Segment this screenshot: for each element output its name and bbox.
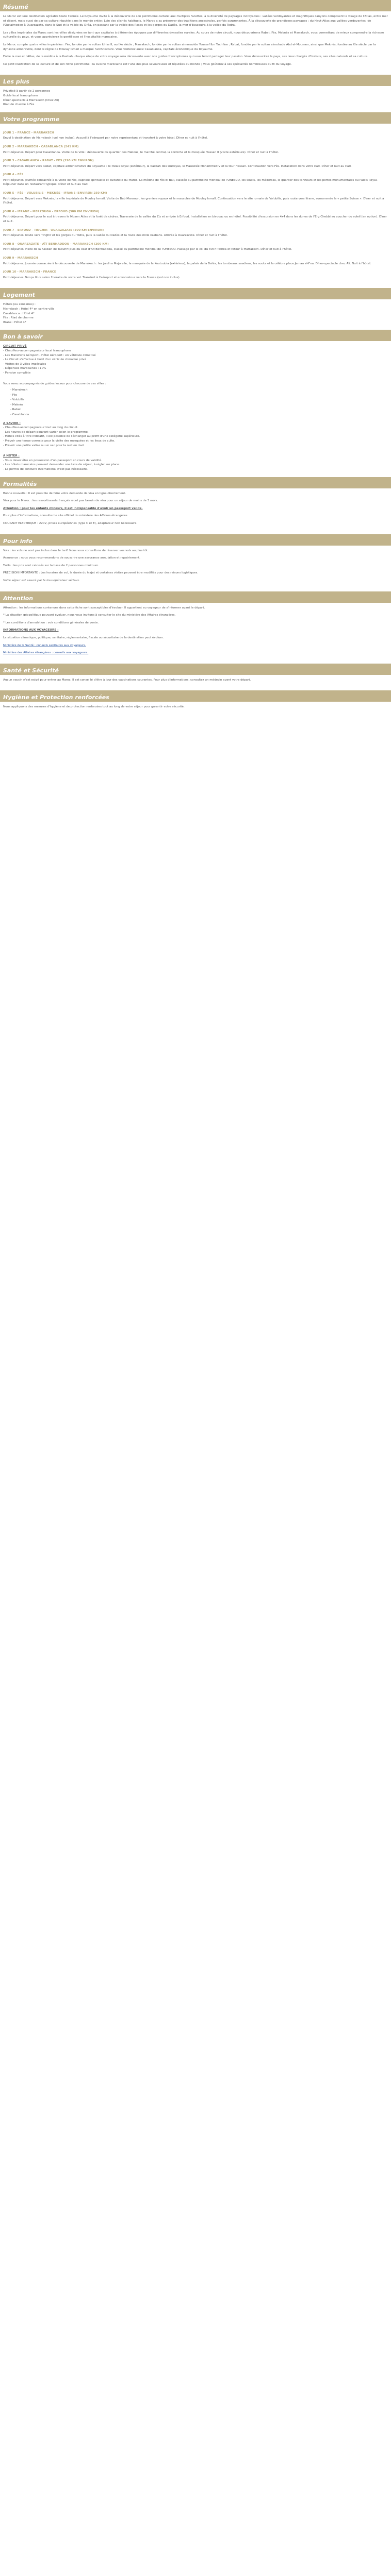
- section-bon-a-savoir: [0, 330, 391, 477]
- day-title: JOUR 10 - MARRAKECH - FRANCE: [3, 270, 56, 274]
- link[interactable]: Ministère de la Santé : conseils sanitaires aux voyageurs.: [3, 643, 86, 647]
- day-text: Petit déjeuner. Temps libre selon l'horaire de votre vol. Transfert à l'aéroport et envol retour vers la France (vol non inclus).: [3, 276, 181, 279]
- section-resume: [0, 0, 391, 75]
- paragraph: INFORMATIONS AUX VOYAGEURS :: [3, 629, 59, 632]
- day-block: [3, 242, 388, 252]
- paragraph: Votre séjour est assuré par le tour-opérateur sérieux.: [3, 579, 80, 582]
- day-title: JOUR 4 - FÈS: [3, 173, 24, 177]
- list-item: - Marrakech: [10, 388, 28, 392]
- line: - Vous devez être en possession d'un passeport en cours de validité.: [3, 459, 102, 462]
- line: - Chauffeur-accompagnateur local francophone: [3, 349, 72, 352]
- line: - Le permis de conduire international n'est pas nécessaire.: [3, 468, 88, 471]
- paragraph: * Les conditions d'annulation : voir conditions générales de vente.: [3, 621, 99, 624]
- line: - Prévoir une tenue correcte pour la visite des mosquées et les lieux de culte.: [3, 439, 116, 443]
- section-body: [0, 299, 391, 330]
- subheading: A NOTER :: [3, 454, 20, 458]
- day-text: Petit déjeuner. Route vers Tinghir et les gorges du Todra, puis la vallée du Dadès et la route des mille kasbahs. Arrivée à Ouarzazate. Dîner et nuit à l'hôtel.: [3, 234, 228, 238]
- day-title: JOUR 9 - MARRAKECH: [3, 257, 38, 260]
- paragraph: Le Maroc compte quatre villes impériales : Fès, fondée par le sultan Idriss II, au IXe siècle ; Marrakech, fondée par le sultan almoravide Youssef Ibn Tachfine ; Rabat, fondée par le sultan almohade Abd el-Moumen, ainsi que Meknès, fondée au XIe siècle par la dynastie almoravide, dont le règne de Moulay Ismaïl a marqué l'architecture. Vous visiterez aussi Casablanca, capitale économique du Royaume.: [3, 43, 376, 51]
- section-hygiene: [0, 690, 391, 718]
- line: Ifrane : Hôtel 4*: [3, 320, 26, 324]
- paragraph: Les villes impériales du Maroc sont les villes désignées en tant que capitales à différentes époques par différentes dynasties royales. Au cours de notre circuit, nous découvrirons Rabat, Fès, Meknès et Marrakech, vous permettant de mieux comprendre la richesse culturelle du pays, et vous apprécierez la gentillesse et l'hospitalité marocaine.: [3, 31, 384, 39]
- section-body: [0, 488, 391, 534]
- list-item: - Volubilis: [10, 398, 24, 402]
- section-title: Résumé: [0, 0, 391, 11]
- paragraph: COURANT ELECTRIQUE : 220V, prises européennes (type C et E), adaptateur non nécessaire.: [3, 521, 138, 525]
- paragraph: PRÉCISION IMPORTANTE : Les horaires de vol, la durée du trajet et certaines visites peuvent être modifiés pour des raisons logistiques.: [3, 571, 199, 575]
- line: - Dépenses marocaines : 10%: [3, 367, 46, 370]
- section-formalites: [0, 477, 391, 534]
- paragraph: Visa pour le Maroc : les ressortissants français n'ont pas besoin de visa pour un séjour de moins de 3 mois.: [3, 499, 158, 503]
- day-text: Petit déjeuner. Visite de la Kasbah de Taourirt puis du ksar d'Aït Benhaddou, classé au patrimoine mondial de l'UNESCO. Passage par le col du Tizi n'Tichka et retour à Marrakech. Dîner et nuit à l'hôtel.: [3, 248, 292, 251]
- section-title: Pour info: [0, 534, 391, 546]
- day-title: JOUR 6 - IFRANE - MERZOUGA - ERFOUD (380 KM ENVIRON): [3, 210, 100, 213]
- day-title: JOUR 3 - CASABLANCA - RABAT - FÈS (290 KM ENVIRON): [3, 159, 94, 163]
- section-title: Votre programme: [0, 112, 391, 124]
- list-item: - Rabat: [10, 408, 21, 412]
- section-body: [0, 702, 391, 718]
- paragraph: Tarifs : les prix sont calculés sur la base de 2 personnes minimum.: [3, 564, 100, 567]
- paragraph: Nous appliquons des mesures d'hygiène et de protection renforcées tout au long de votre séjour pour garantir votre sécurité.: [3, 705, 185, 709]
- day-title: JOUR 2 - MARRAKECH - CASABLANCA (241 KM): [3, 145, 79, 148]
- day-text: Petit déjeuner. Départ vers Meknès, la ville impériale de Moulay Ismaïl. Visite de Bab Mansour, les greniers royaux et le mausolée de Moulay Ismaïl. Continuation vers le site romain de Volubilis, puis route vers Ifrane, surnommée la « petite Suisse ». Dîner et nuit à l'hôtel.: [3, 197, 384, 205]
- section-title: Formalités: [0, 477, 391, 488]
- day-block: [3, 270, 388, 280]
- list-item: - Meknès: [10, 403, 24, 406]
- day-text: Petit déjeuner. Départ pour Casablanca. Visite de la ville : découverte du quartier des Habous, le marché central, la corniche et la mosquée Hassan II (visite extérieure). Dîner et nuit à l'hôtel.: [3, 150, 279, 154]
- section-title: Hygiène et Protection renforcées: [0, 690, 391, 702]
- section-title: Attention: [0, 591, 391, 603]
- day-block: [3, 145, 388, 155]
- line: - Prévoir une petite valise ou un sac pour la nuit en riad.: [3, 444, 85, 447]
- section-body: [0, 603, 391, 664]
- line: Marrakech : Hôtel 4* en centre-ville: [3, 307, 55, 311]
- line: - Le Circuit s'effectue à bord d'un véhicule climatisé privé: [3, 358, 87, 362]
- paragraph: Pour plus d'informations, consultez le site officiel du ministère des Affaires étrangères.: [3, 514, 128, 518]
- line: Casablanca : Hôtel 4*: [3, 312, 35, 315]
- list-item: Privatisé à partir de 2 personnes: [3, 90, 51, 93]
- list-item: - Casablanca: [10, 413, 29, 417]
- section-body: [0, 86, 391, 112]
- section-sante: [0, 664, 391, 691]
- paragraph: Le Maroc est une destination agréable toute l'année. Le Royaume invite à la découverte de son patrimoine culturel aux multiples facettes, à la diversité de paysages incroyables : vallées verdoyantes et magnifiques canyons composent le visage de l'Atlas, entre mer et désert, mais aussi de par sa culture réputée dans le monde entier. Loin des clichés habituels, le Maroc a su préserver des traditions ancestrales, parfois surprenantes. À la découverte de grandioses paysages : du Haut-Atlas aux vallées verdoyantes, de l'Oukaïmeden à Ouarzazate, dans le Sud et la vallée du Drâa, en passant par la vallée des Roses et les gorges du Dadès, la mer d'Essaouira à la vallée du Todra.: [3, 15, 388, 27]
- paragraph: La situation climatique, politique, sanitaire, réglementaire, fiscale ou sécuritaire de la destination peut évoluer.: [3, 636, 164, 639]
- paragraph: * La situation géopolitique pouvant évoluer, nous vous invitons à consulter le site du ministère des Affaires étrangères.: [3, 614, 176, 617]
- section-body: [0, 341, 391, 477]
- day-block: [3, 159, 388, 168]
- section-pour-info: [0, 534, 391, 591]
- day-block: [3, 210, 388, 224]
- section-body: [0, 11, 391, 75]
- cities-list: [10, 388, 388, 417]
- day-title: JOUR 7 - ERFOUD - TINGHIR - OUARZAZATE (300 KM ENVIRON): [3, 228, 104, 232]
- subheading: A SAVOIR :: [3, 421, 21, 425]
- day-block: [3, 228, 388, 238]
- day-block: [3, 131, 388, 141]
- list-item: Dîner-spectacle à Marrakech (Chez Ali): [3, 98, 59, 102]
- day-text: Petit déjeuner. Départ vers Rabat, capitale administrative du Royaume : le Palais Royal (extérieur), la Kasbah des Oudayas, le Mausolée Mohammed V et la tour Hassan. Continuation vers Fès. Installation dans votre riad. Dîner et nuit au riad.: [3, 164, 352, 168]
- line: - Pension complète: [3, 371, 31, 375]
- section-plus: [0, 75, 391, 112]
- paragraph: Ce petit illustration de sa culture et de son riche patrimoine : la cuisine marocaine est l'une des plus savoureuses et réputées au monde ; Vous goûterez à ses spécialités nombreuses au fil du voyage.: [3, 62, 292, 66]
- line: - Hôtels cités à titre indicatif, il est possible de l'échanger au profit d'une catégorie supérieure.: [3, 435, 140, 438]
- section-body: [0, 124, 391, 289]
- day-text: Petit déjeuner. Journée consacrée à la visite de Fès, capitale spirituelle et culturelle du Maroc. La médina de Fès El Bali, classée au patrimoine mondial de l'UNESCO, les souks, les médersas, le quartier des tanneurs et les portes monumentales du Palais Royal. Déjeuner dans un restaurant typique. Dîner et nuit au riad.: [3, 178, 378, 187]
- paragraph: Bonne nouvelle : Il est possible de faire votre demande de visa en ligne directement.: [3, 492, 126, 495]
- section-title: Bon à savoir: [0, 330, 391, 341]
- section-programme: [0, 112, 391, 289]
- section-body: [0, 675, 391, 691]
- section-title: Les plus: [0, 75, 391, 86]
- paragraph: Assurance : nous vous recommandons de souscrire une assurance annulation et rapatriement.: [3, 556, 140, 560]
- line: - Les heures de départ pouvant varier selon le programme.: [3, 430, 89, 434]
- section-title: Logement: [0, 288, 391, 299]
- list-item: - Fès: [10, 393, 18, 397]
- paragraph: Attention : pour les enfants mineurs, il est indispensable d'avoir un passeport valide.: [3, 506, 143, 510]
- paragraph: Vols : les vols ne sont pas inclus dans le tarif. Nous vous conseillons de réserver vos vols au plus tôt.: [3, 549, 149, 552]
- section-title: Santé et Sécurité: [0, 664, 391, 675]
- link[interactable]: Ministère des Affaires étrangères : conseils aux voyageurs.: [3, 651, 89, 655]
- line: - Chauffeur-accompagnateur tout au long du circuit.: [3, 426, 78, 430]
- paragraph: Attention : les informations contenues dans cette fiche sont susceptibles d'évoluer. Il appartient au voyageur de s'informer avant le départ.: [3, 606, 205, 609]
- day-text: Envol à destination de Marrakech (vol non inclus). Accueil à l'aéroport par notre représentant et transfert à votre hôtel. Dîner et nuit à l'hôtel.: [3, 137, 208, 140]
- line: Fès : Riad de charme: [3, 316, 34, 320]
- line: Hôtels (ou similaires) :: [3, 303, 36, 307]
- day-text: Petit déjeuner. Journée consacrée à la découverte de Marrakech : les jardins Majorelle, la mosquée de la Koutoubia (extérieur), le palais de la Bahia, les tombeaux saadiens, les souks et la célèbre place Jemaa el-Fna. Dîner-spectacle chez Ali. Nuit à l'hôtel.: [3, 262, 371, 265]
- list-item: Riad de charme à Fès: [3, 103, 35, 107]
- paragraph: Aucun vaccin n'est exigé pour entrer au Maroc. Il est conseillé d'être à jour des vaccinations courantes. Pour plus d'informations, consultez un médecin avant votre départ.: [3, 678, 251, 682]
- list-item: Guide local francophone: [3, 94, 39, 97]
- day-title: JOUR 1 - FRANCE - MARRAKECH: [3, 131, 54, 134]
- day-block: [3, 173, 388, 187]
- day-text: Petit déjeuner. Départ pour le sud à travers le Moyen Atlas et la forêt de cèdres. Traversée de la vallée du Ziz et arrivée à Erfoud. Installation en bivouac ou en hôtel. Possibilité d'excursion en 4x4 dans les dunes de l'Erg Chebbi au coucher du soleil (en option). Dîner et nuit.: [3, 215, 387, 224]
- section-logement: [0, 288, 391, 330]
- day-title: JOUR 8 - OUARZAZATE - AÏT BENHADDOU - MARRAKECH (200 KM): [3, 242, 109, 246]
- day-block: [3, 191, 388, 206]
- day-block: [3, 256, 388, 266]
- section-attention: [0, 591, 391, 664]
- day-title: JOUR 5 - FÈS - VOLUBILIS - MEKNÈS - IFRANE (ENVIRON 250 KM): [3, 192, 107, 195]
- section-body: [0, 546, 391, 591]
- line: - Les hôtels marocains peuvent demander une taxe de séjour, à régler sur place.: [3, 463, 120, 467]
- subheading: Vous serez accompagnés de guides locaux pour chacune de ces villes :: [3, 382, 106, 385]
- paragraph: Entre la mer et l'Atlas, de la médina à la Kasbah, chaque étape de votre voyage sera découverte avec nos guides francophones qui vous feront partager leur passion. Vous découvrirez le pays, ses lieux chargés d'histoire, ses sites naturels et sa culture.: [3, 55, 368, 59]
- line: - Visites de 3 villes impériales: [3, 362, 46, 366]
- line: - Les Transferts Aéroport - Hôtel Aéroport : en véhicule climatisé: [3, 353, 96, 357]
- subheading: CIRCUIT PRIVÉ: [3, 345, 27, 348]
